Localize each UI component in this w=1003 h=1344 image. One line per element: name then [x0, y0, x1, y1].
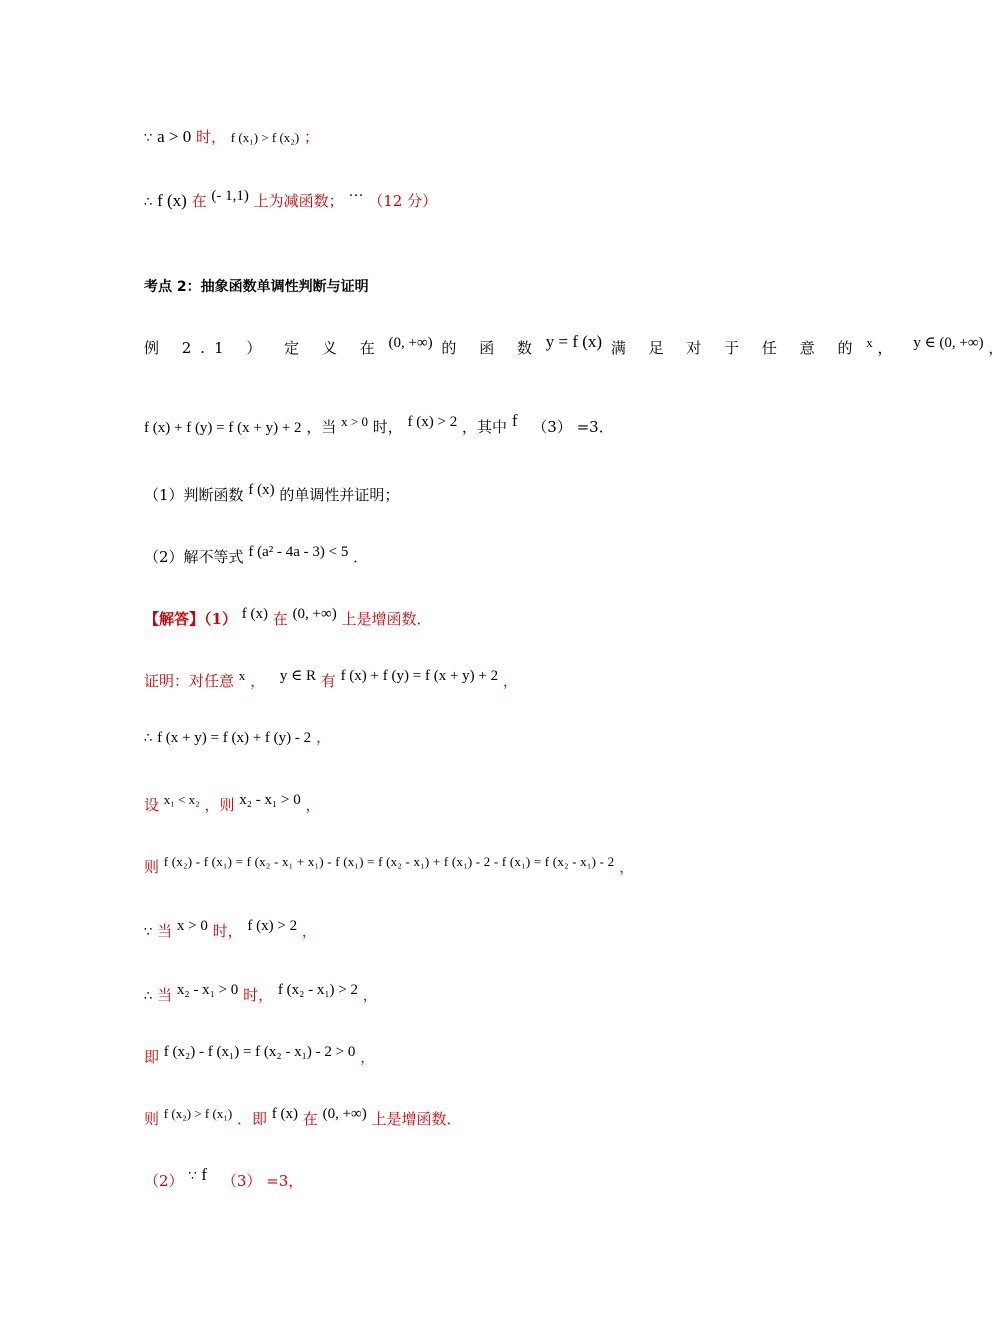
math-difference-positive: f (x₂) - f (x₁) = f (x₂ - x₁) - 2 > 0 [163, 1044, 356, 1060]
text-she: 设 [144, 796, 160, 814]
because-symbol: ∵ [188, 1169, 197, 1184]
text-comma: ， [360, 1048, 376, 1066]
proof-line-6 [144, 984, 378, 1008]
text-zai: 在 [191, 192, 207, 210]
because-symbol: ∵ [144, 131, 153, 146]
text-ji: ．即 [236, 1110, 267, 1128]
math-a-positive: a > 0 [157, 127, 192, 146]
text-score: （12 分） [368, 192, 438, 210]
text-dang: 当 [157, 922, 173, 940]
math-fx1-gt-fx2: f (x₁) > f (x₂) [230, 130, 300, 145]
text-ji: 即 [144, 1048, 160, 1066]
math-domain: (0, +∞) [388, 335, 433, 351]
example-line-2 [144, 411, 614, 439]
text-comma: ， [250, 672, 266, 690]
because-symbol: ∵ [144, 925, 153, 940]
text-define: 例 2.1 ） 定 义 在 [144, 339, 384, 357]
text-part-2: （2） [144, 1172, 184, 1190]
text-proof: 证明：对任意 [144, 672, 235, 690]
math-x1-lt-x2: x₁ < x₂ [163, 792, 200, 807]
text-increasing: 上是增函数． [371, 1110, 462, 1128]
math-domain: (0, +∞) [292, 606, 337, 622]
therefore-symbol: ∴ [144, 989, 153, 1004]
proof-line-1 [144, 670, 518, 693]
math-fx-gt-2: f (x) > 2 [247, 918, 298, 934]
example-line-1 [144, 332, 1003, 360]
proof-line-2 [144, 726, 331, 750]
text-dang: 当 [157, 986, 173, 1004]
text-shi: 时， [212, 922, 243, 940]
text-when: ，当 [306, 418, 337, 436]
math-x: x [238, 668, 246, 683]
math-fx2-gt-fx1: f (x₂) > f (x₁) [163, 1106, 233, 1121]
math-functional-equation: f (x) + f (y) = f (x + y) + 2 [144, 420, 302, 436]
math-rearranged: f (x + y) = f (x) + f (y) - 2 [157, 730, 312, 746]
text-ze: ，则 [204, 796, 235, 814]
text-where: ，其中 [462, 418, 508, 436]
text-shi: 时， [243, 986, 274, 1004]
therefore-symbol: ∴ [144, 195, 153, 210]
math-y-in-r: y ∈ R [279, 668, 316, 684]
answer-line [144, 608, 432, 631]
math-fx: f (x) [157, 191, 187, 210]
proof-line-9 [144, 1165, 304, 1194]
math-long-derivation: f (x₂) - f (x₁) = f (x₂ - x₁ + x₁) - f (x₁) = f (x₂ - x₁) + f (x₁) - 2 - f (x₁) = f (x₂ - x₁) - 2 [163, 854, 615, 869]
text-comma: ， [305, 796, 321, 814]
section-heading: 考点 2：抽象函数单调性判断与证明 [144, 279, 369, 295]
math-dots: ··· [348, 188, 364, 204]
therefore-symbol: ∴ [144, 731, 153, 746]
text-ze: 则 [144, 1110, 160, 1128]
math-fx-gt-2: f (x) > 2 [407, 414, 458, 430]
math-diff-positive: x₂ - x₁ > 0 [176, 982, 239, 998]
text-period: ． [353, 548, 369, 566]
text-shi: 时， [195, 128, 226, 146]
proof-line-4 [144, 856, 634, 879]
question-2 [144, 546, 368, 569]
proof-line-8 [144, 1108, 462, 1131]
text-answer-label: 【解答】（1） [144, 610, 237, 628]
text-decreasing: 上为减函数； [253, 192, 344, 210]
math-f-diff-gt-2: f (x₂ - x₁) > 2 [277, 982, 359, 998]
math-y-in-domain: y ∈ (0, +∞) [913, 335, 984, 351]
math-f: f [201, 1165, 208, 1184]
text-increasing: 上是增函数． [341, 610, 432, 628]
text-semicolon: ； [303, 128, 319, 146]
text-zai: 在 [272, 610, 288, 628]
text-shi: 时， [372, 418, 403, 436]
text-comma: ， [619, 858, 635, 876]
text-q1-prefix: （1）判断函数 [144, 486, 244, 504]
math-fx: f (x) [241, 606, 268, 622]
question-1 [144, 484, 399, 507]
text-q1-suffix: 的单调性并证明； [279, 486, 400, 504]
math-x-gt-0: x > 0 [176, 918, 208, 934]
math-interval: (- 1,1) [211, 188, 249, 204]
text-zai: 在 [302, 1110, 318, 1128]
line-decreasing [144, 190, 437, 214]
text-f3-eq-3: （3） =3， [221, 1172, 304, 1190]
text-comma: ， [315, 728, 331, 746]
text-q2-prefix: （2）解不等式 [144, 548, 244, 566]
line-cond-a [144, 126, 319, 150]
proof-line-5 [144, 920, 317, 944]
math-fx: f (x) [248, 482, 275, 498]
math-y-eq-fx: y = f (x) [545, 332, 603, 351]
text-f3-eq-3: （3） =3． [532, 418, 614, 436]
math-x: x [866, 335, 873, 350]
text-comma-2: ， [502, 672, 518, 690]
text-ze: 则 [144, 858, 160, 876]
text-function: 的 函 数 [441, 339, 541, 357]
text-comma: ， [301, 922, 317, 940]
math-domain: (0, +∞) [322, 1106, 367, 1122]
math-inequality: f (a² - 4a - 3) < 5 [248, 544, 349, 560]
math-diff-positive: x₂ - x₁ > 0 [239, 792, 301, 808]
text-you: 有 [320, 672, 336, 690]
proof-line-7 [144, 1046, 375, 1069]
math-x-gt-0: x > 0 [341, 414, 368, 429]
text-comma: ， [877, 339, 893, 357]
math-fx: f (x) [271, 1106, 298, 1122]
text-comma-2: ， [988, 339, 1003, 357]
math-functional-equation: f (x) + f (y) = f (x + y) + 2 [340, 668, 499, 684]
text-comma: ， [362, 986, 378, 1004]
text-any: 满 足 对 于 任 意 的 [610, 339, 862, 357]
math-f: f [511, 411, 518, 430]
proof-line-3 [144, 794, 321, 817]
